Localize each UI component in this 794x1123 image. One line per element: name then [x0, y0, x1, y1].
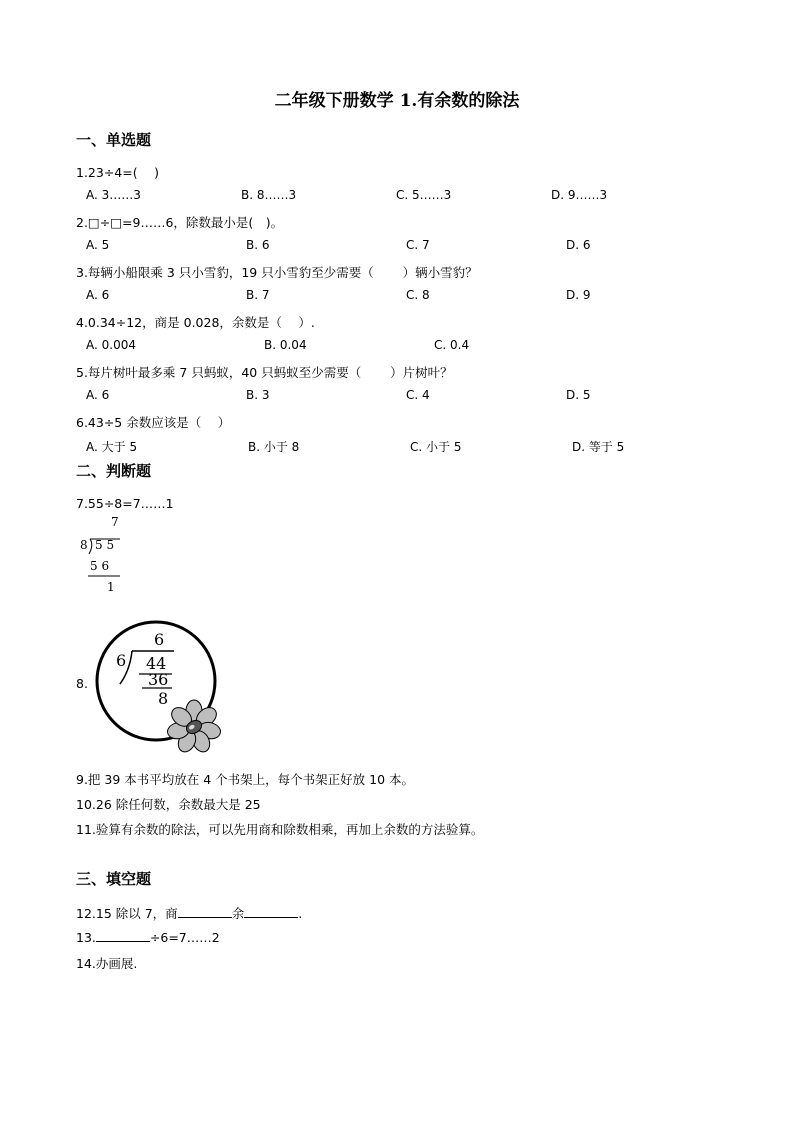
question-6: 6.43÷5 余数应该是（ ）: [76, 415, 231, 430]
answer-blank[interactable]: [244, 905, 298, 918]
option: B. 7: [246, 288, 270, 302]
option: B. 小于 8: [248, 440, 300, 454]
question-13-number: 13.: [76, 930, 96, 945]
answer-blank[interactable]: [178, 905, 232, 918]
option: C. 0.4: [434, 338, 470, 352]
option: B. 0.04: [264, 338, 307, 352]
product: 5 6: [90, 559, 110, 573]
question-13: [76, 929, 220, 945]
question-14: 14.办画展.: [76, 956, 138, 971]
answer-blank[interactable]: [96, 929, 150, 942]
option: B. 3: [246, 388, 270, 402]
question-9: 9.把 39 本书平均放在 4 个书架上，每个书架正好放 10 本。: [76, 772, 415, 787]
option: D. 6: [566, 238, 591, 252]
option: C. 小于 5: [410, 440, 462, 454]
option: D. 5: [566, 388, 591, 402]
question-5: 5.每片树叶最多乘 7 只蚂蚁，40 只蚂蚁至少需要（ ）片树叶？: [76, 365, 453, 380]
dividend: 5 5: [95, 538, 115, 552]
remainder: 8: [158, 689, 169, 708]
quotient: 7: [111, 515, 119, 529]
question-4: 4.0.34÷12，商是 0.028，余数是（ ）.: [76, 315, 315, 330]
option: D. 9: [566, 288, 591, 302]
section-heading-fill-blank: 三、填空题: [76, 870, 152, 888]
question-7: 7.55÷8=7……1: [76, 496, 174, 511]
question-3: 3.每辆小船限乘 3 只小雪豹，19 只小雪豹至少需要（ ）辆小雪豹？: [76, 265, 478, 280]
long-division-q7: [76, 512, 136, 598]
question-1: 1.23÷4=( ): [76, 165, 159, 180]
option: A. 3……3: [86, 188, 141, 202]
option: A. 6: [86, 388, 110, 402]
option: D. 等于 5: [572, 440, 625, 454]
question-2: 2.□÷□=9……6，除数最小是( )。: [76, 215, 284, 230]
divisor: 6: [116, 651, 127, 670]
option: A. 0.004: [86, 338, 136, 352]
product: 36: [148, 670, 169, 689]
option: A. 5: [86, 238, 110, 252]
section-heading-judge: 二、判断题: [76, 462, 152, 480]
option: D. 9……3: [551, 188, 608, 202]
flower-icon: [166, 700, 222, 755]
dividend: 44: [146, 654, 167, 673]
section-heading-single-choice: 一、单选题: [76, 131, 152, 149]
option: A. 6: [86, 288, 110, 302]
remainder: 1: [107, 580, 115, 594]
option: C. 5……3: [396, 188, 452, 202]
question-10: 10.26 除任何数，余数最大是 25: [76, 797, 261, 812]
question-12-text-2: 余: [231, 906, 245, 921]
page-title: 二年级下册数学 1.有余数的除法: [274, 91, 520, 111]
question-12: [76, 904, 302, 922]
question-8: 8.: [76, 676, 88, 691]
question-12-text: 12.15 除以 7，商: [76, 906, 178, 921]
option: C. 8: [406, 288, 430, 302]
question-12-end: .: [298, 906, 303, 921]
option: B. 8……3: [241, 188, 297, 202]
question-13-text: ÷6=7……2: [149, 930, 220, 945]
option: A. 大于 5: [86, 440, 138, 454]
option: B. 6: [246, 238, 270, 252]
quotient: 6: [154, 630, 165, 649]
option: C. 7: [406, 238, 430, 252]
division-circle-figure: [94, 618, 228, 758]
option: C. 4: [406, 388, 430, 402]
divisor: 8: [80, 538, 88, 552]
question-11: 11.验算有余数的除法，可以先用商和除数相乘，再加上余数的方法验算。: [76, 822, 484, 837]
